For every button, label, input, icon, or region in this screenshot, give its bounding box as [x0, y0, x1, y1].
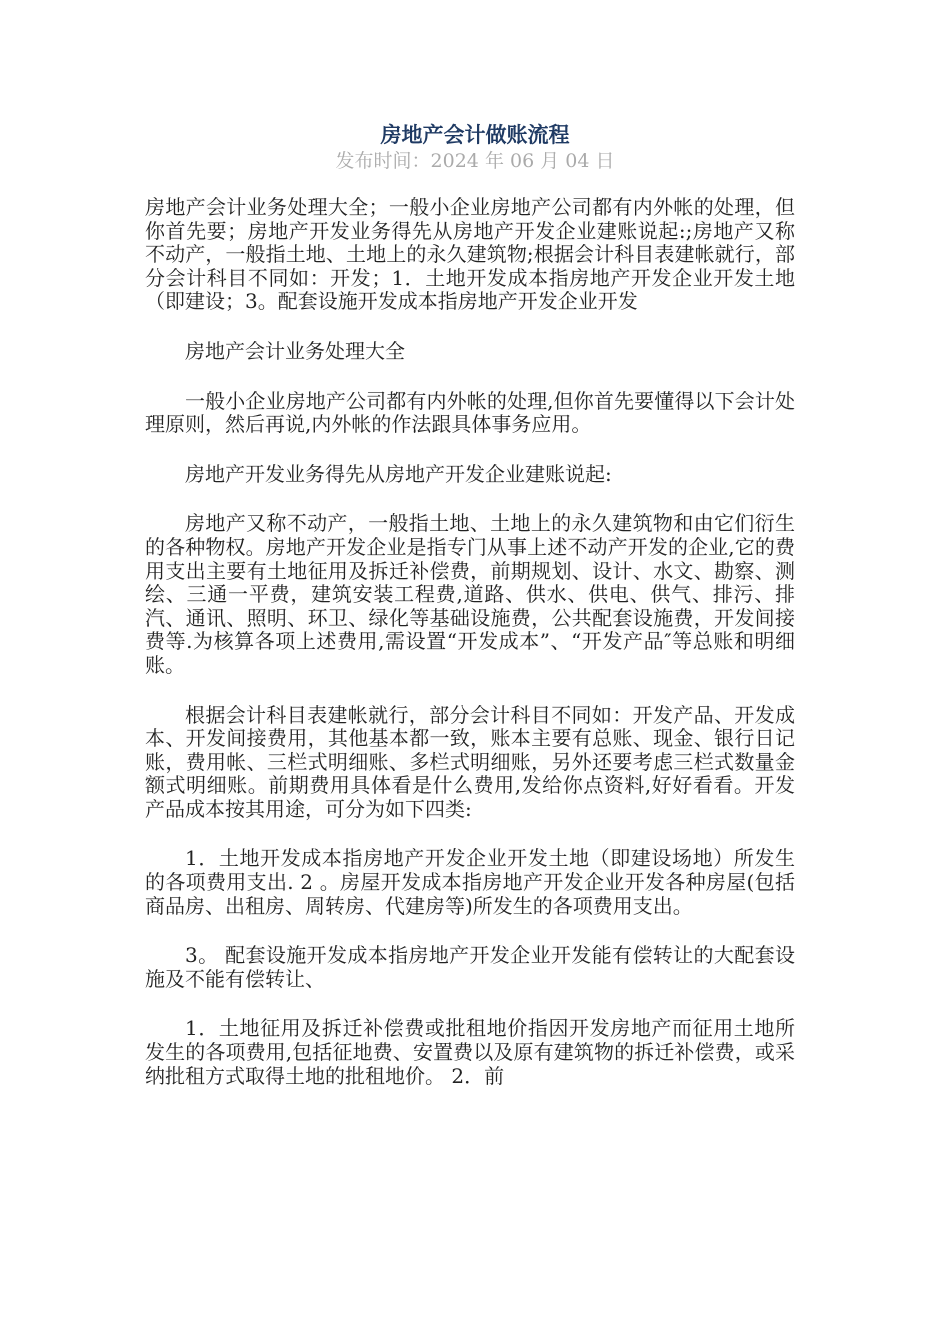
summary-paragraph: 房地产会计业务处理大全；一般小企业房地产公司都有内外帐的处理，但你首先要；房地产开发业务得先从房地产开发企业建账说起:;房地产又称不动产，一般指土地、土地上的永久建筑物;根据会计科目表建帐就行，部分会计科目不同如：开发；1．土地开发成本指房地产开发企业开发土地（即建设；3。配套设施开发成本指房地产开发企业开发 [145, 195, 795, 314]
document-title: 房地产会计做账流程 [380, 122, 570, 147]
body-paragraph-7: 3。 配套设施开发成本指房地产开发企业开发能有偿转让的大配套设施及不能有偿转让、 [145, 943, 795, 991]
body-paragraph-2: 一般小企业房地产公司都有内外帐的处理,但你首先要懂得以下会计处理原则，然后再说,内外帐的作法跟具体事务应用。 [145, 388, 795, 437]
body-paragraph-1: 房地产会计业务处理大全 [185, 338, 405, 363]
body-paragraph-6: 1．土地开发成本指房地产开发企业开发土地（即建设场地）所发生的各项费用支出. 2 。房屋开发成本指房地产开发企业开发各种房屋(包括商品房、出租房、周转房、代建房等)所发生的各项费用支出。 [145, 846, 795, 918]
body-paragraph-3: 房地产开发业务得先从房地产开发企业建账说起: [185, 461, 612, 486]
body-paragraph-5: 根据会计科目表建帐就行，部分会计科目不同如：开发产品、开发成本、开发间接费用，其他基本都一致，账本主要有总账、现金、银行日记账，费用帐、三栏式明细账、多栏式明细账，另外还要考虑三栏式数量金额式明细账。前期费用具体看是什么费用,发给你点资料,好好看看。开发产品成本按其用途，可分为如下四类: [145, 702, 795, 821]
publish-date: 发布时间：2024 年 06 月 04 日 [335, 150, 615, 172]
document-body [145, 196, 795, 1114]
body-paragraph-4: 房地产又称不动产，一般指土地、土地上的永久建筑物和由它们衍生的各种物权。房地产开发企业是指专门从事上述不动产开发的企业,它的费用支出主要有土地征用及拆迁补偿费，前期规划、设计、水文、勘察、测绘、三通一平费，建筑安装工程费,道路、供水、供电、供气、排污、排汽、通讯、照明、环卫、绿化等基础设施费，公共配套设施费，开发间接费等.为核算各项上述费用,需设置“开发成本”、“开发产品″等总账和明细账。 [145, 511, 795, 677]
body-paragraph-8: 1．土地征用及拆迁补偿费或批租地价指因开发房地产而征用土地所发生的各项费用,包括征地费、安置费以及原有建筑物的拆迁补偿费，或采纳批租方式取得土地的批租地价。 2．前 [145, 1016, 795, 1088]
